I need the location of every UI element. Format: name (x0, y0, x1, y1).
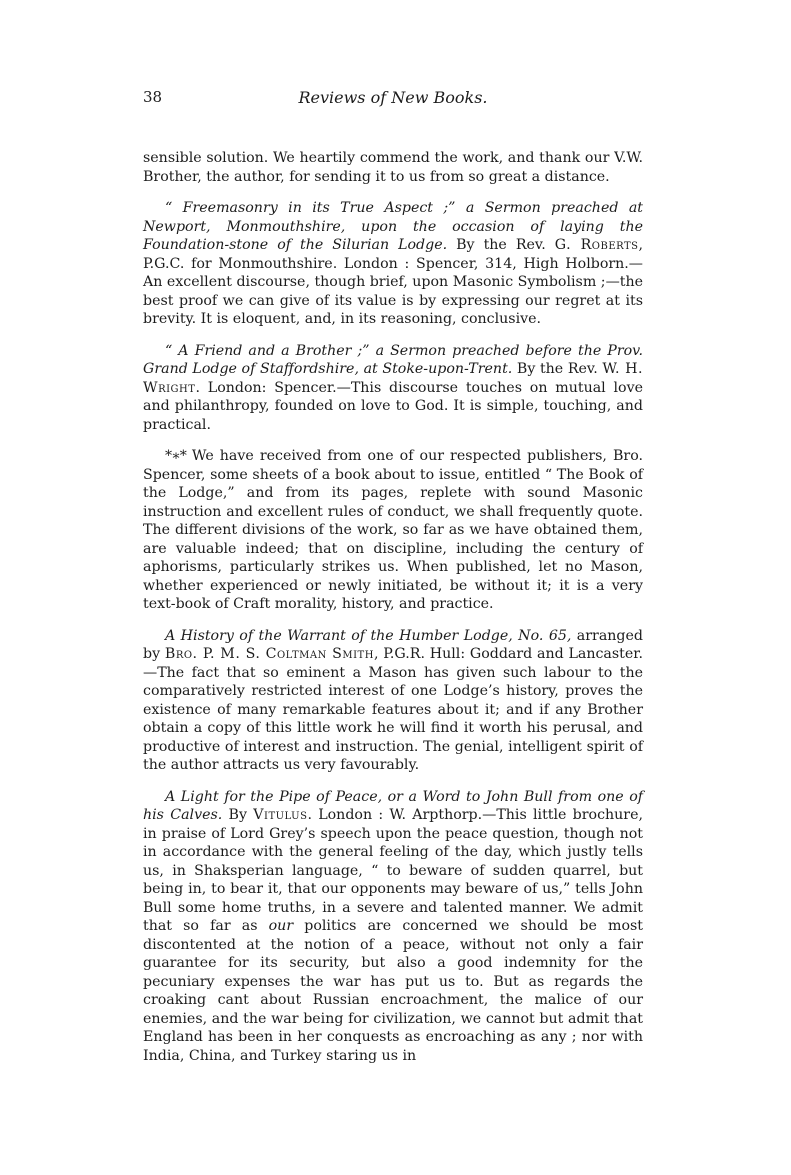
notice-text: We have received from one of our respected publishers, Bro. Spencer, some sheets of a book about to issue, entitled “ The Book of the Lodge,” and from its pages, replete with sound Masonic instruction and excellent rules of conduct, we shall frequently quote. The different divisions of the work, so far as we have obtained them, are valuable indeed; that on discipline, including the century of aphorisms, particularly strikes us. When published, let no Mason, whether experienced or newly initiated, be without it; it is a very text-book of Craft morality, history, and practice. (143, 448, 643, 612)
review-author: W. H. Wright (143, 361, 643, 396)
review-text-continued: politics are concerned we should be most discontented at the notion of a peace, without not only a fair guarantee for its security, but also a good indemnity for the pecuniary expenses the war has put us to. But as regards the croaking cant about Russian encroachment, the malice of our enemies, and the war being for civilization, we cannot but admit that England has been in her conquests as encroaching as any ; nor with India, China, and Turkey staring us in (143, 918, 643, 1064)
review-title: A Light for the Pipe of Peace, or a Word to John Bull from one of his Calves. (143, 788, 643, 823)
review-friend-and-brother (143, 342, 643, 435)
review-title: A History of the Warrant of the Humber Lodge, No. 65, (165, 627, 572, 644)
review-freemasonry-true-aspect (143, 199, 643, 329)
review-author: Vitulus (253, 807, 308, 823)
review-text: , P.G.R. Hull: Goddard and Lancaster.—The fact that so eminent a Mason has given such labour to the comparatively restricted interest of one Lodge’s history, proves the existence of many remarkable features about it; and if any Brother obtain a copy of this little work he will find it worth his perusal, and productive of interest and instruction. The genial, intelligent spirit of the author attracts us very favourably. (143, 646, 644, 773)
review-title: “ A Friend and a Brother ;” a Sermon preached before the Prov. Grand Lodge of Staffordshire, at Stoke-upon-Trent. (143, 342, 643, 377)
asterism-mark: *∗* (165, 448, 186, 464)
review-by: arranged by (143, 627, 643, 662)
review-text: . London: Spencer.—This discourse touches on mutual love and philanthropy, founded on love to God. It is simple, touching, and practical. (143, 379, 643, 433)
review-by: By (222, 807, 254, 823)
review-text: , P.G.C. for Monmouthshire. London : Spencer, 314, High Holborn.—An excellent discourse, though brief, upon Masonic Symbolism ;—the best proof we can give of its value is by expressing our regret at its brevity. It is eloquent, and, in its reasoning, conclusive. (143, 237, 644, 327)
review-author: Bro. P. M. S. Coltman Smith (164, 646, 374, 662)
review-title: “ Freemasonry in its True Aspect ;” a Sermon preached at Newport, Monmouthshire, upon the occasion of laying the Foundation-stone of the Silurian Lodge. (143, 200, 643, 253)
review-humber-lodge-history (143, 627, 643, 775)
paragraph-continuation: sensible solution. We heartily commend the work, and thank our V.W. Brother, the author, for sending it to us from so great a distance. (143, 150, 643, 185)
review-by: By the Rev. (512, 361, 603, 377)
running-title: Reviews of New Books. (298, 88, 488, 107)
review-text: . London : W. Arpthorp.—This little brochure, in praise of Lord Grey’s speech upon the peace question, though not in accordance with the general feeling of the day, which justly tells us, in Shaksperian language, “ to beware of sudden quarrel, but being in, to bear it, that our opponents may beware of us,” tells John Bull some home truths, in a severe and talented manner. We admit that so far as (143, 807, 643, 934)
page-number: 38 (143, 88, 163, 106)
review-author: G. Roberts (554, 237, 639, 253)
review-by: By the Rev. (447, 237, 555, 253)
review-pipe-of-peace (143, 788, 643, 1066)
emphasis-word: our (268, 918, 294, 934)
page-body (143, 149, 643, 1078)
notice-book-of-the-lodge (143, 447, 643, 614)
page-header (143, 88, 643, 112)
